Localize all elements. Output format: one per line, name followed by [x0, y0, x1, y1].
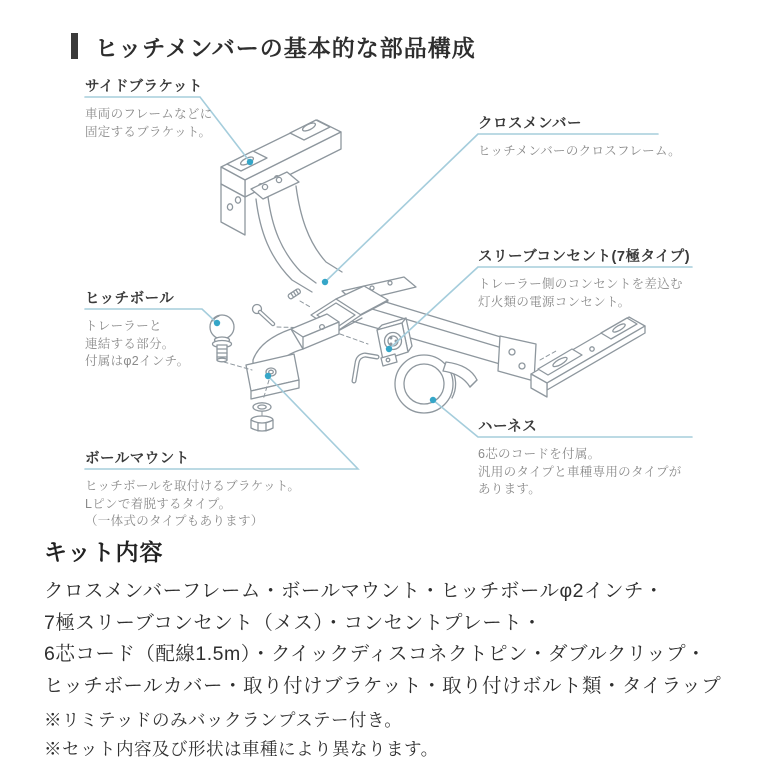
- kit-line: 6芯コード（配線1.5m）・クイックディスコネクトピン・ダブルクリップ・: [44, 643, 707, 665]
- label-side-bracket-title: サイドブラケット: [85, 79, 203, 95]
- label-ball-mount-title: ボールマウント: [85, 451, 190, 467]
- kit-line: ヒッチボールカバー・取り付けブラケット・取り付けボルト類・タイラップ: [44, 674, 722, 697]
- label-sleeve-outlet: [478, 248, 708, 311]
- sleeve-outlet-drawing: [377, 318, 412, 366]
- note-line: ※セット内容及び形状は車種により異なります。: [44, 738, 439, 759]
- label-sleeve-outlet-desc: トレーラー側のコンセントを差込む 灯火類の電源コンセント。: [478, 277, 683, 309]
- cross-member-tube-left: [251, 172, 342, 292]
- label-hitch-ball-title: ヒッチボール: [85, 291, 175, 307]
- label-harness-title: ハーネス: [478, 419, 538, 435]
- right-side-bracket-drawing: [531, 317, 645, 397]
- kit-contents-section: [44, 534, 744, 702]
- label-harness: [478, 418, 708, 499]
- kit-line: クロスメンバーフレーム・ボールマウント・ヒッチボールφ2インチ・: [44, 580, 665, 602]
- kit-heading: キット内容: [44, 539, 164, 565]
- label-harness-desc: 6芯のコードを付属。 汎用のタイプと車種専用のタイプが あります。: [478, 447, 682, 496]
- label-cross-member-desc: ヒッチメンバーのクロスフレーム。: [478, 144, 681, 158]
- label-side-bracket: [85, 78, 255, 141]
- tube-end-flange: [498, 336, 536, 381]
- label-sleeve-outlet-title: スリーブコンセント(7極タイプ): [478, 249, 691, 265]
- label-hitch-ball: [85, 290, 245, 371]
- notes-section: [44, 706, 439, 763]
- label-hitch-ball-desc: トレーラーと 連結する部分。 付属はφ2インチ。: [85, 319, 190, 368]
- kit-line: 7極スリーブコンセント（メス）・コンセントプレート・: [44, 611, 543, 634]
- bolt-drawing: [287, 288, 312, 308]
- label-cross-member: [478, 115, 708, 161]
- label-side-bracket-desc: 車両のフレームなどに 固定するブラケット。: [85, 107, 213, 139]
- label-cross-member-title: クロスメンバー: [478, 116, 582, 132]
- ball-mount-drawing: [246, 314, 339, 399]
- note-line: ※リミテッドのみバックランプステー付き。: [44, 710, 403, 730]
- label-ball-mount-desc: ヒッチボールを取付けるブラケット。 Lピンで着脱するタイプ。 （一体式のタイプもあります）: [85, 479, 301, 528]
- title-accent-bar: [71, 33, 78, 59]
- label-ball-mount: [85, 450, 365, 531]
- harness-drawing: [395, 355, 477, 413]
- double-clip-drawing: [354, 355, 377, 381]
- page-title: ヒッチメンバーの基本的な部品構成: [95, 35, 476, 61]
